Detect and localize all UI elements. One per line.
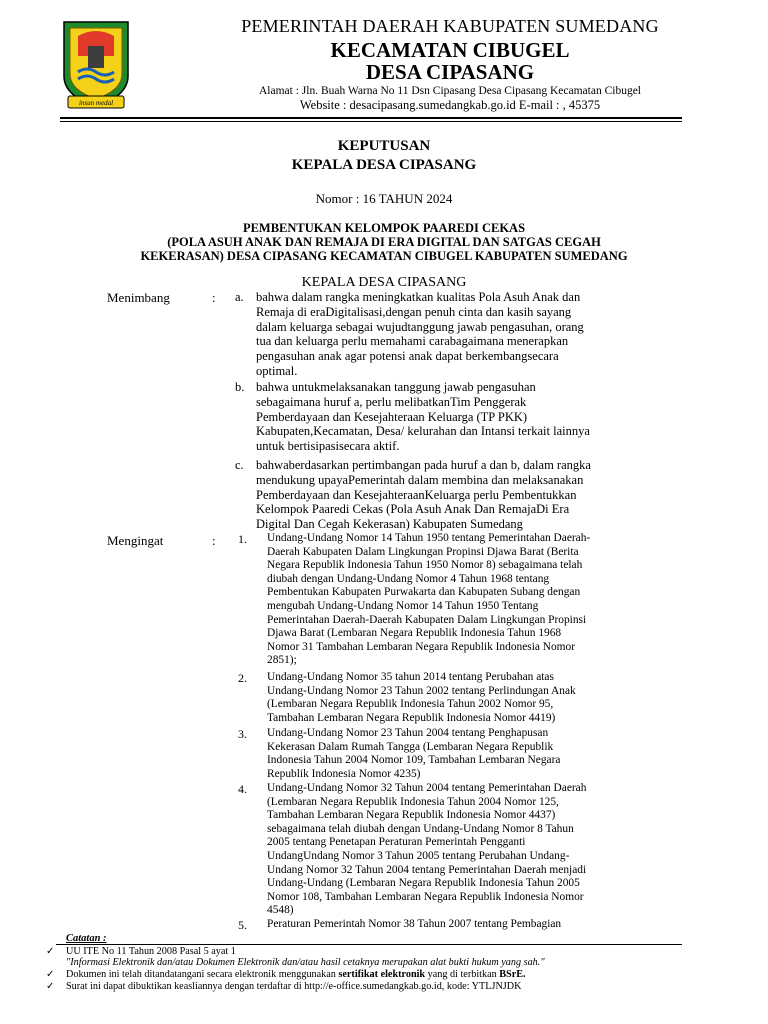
menimbang-item-b: bahwa untukmelaksanakan tanggung jawab pengasuhan sebagaimana huruf a, perlu melibatkanTim Penggerak Pemberdayaan dan Kesejahteraan Keluarga (TP PKK) Kabupaten,Kecamatan, Desa/ kelurahan dan Intansi terkait lainnya untuk bertisipasisecara aktif. (256, 380, 590, 454)
mengingat-item-5: Peraturan Pemerintah Nomor 38 Tahun 2007 tentang Pembagian (267, 918, 562, 930)
mengingat-item-1: Undang-Undang Nomor 14 Tahun 1950 tentang Pemerintahan Daerah- Daerah Kabupaten Dalam Lingkungan Propinsi Djawa Barat (Berita Negara Republik Indonesia Tahun 1950 Nomor 8) sebagaimana telah diubah dengan Undang-Undang Nomor 4 Tahun 1968 tentang Pembentukan Kabupaten Purwakarta dan Kabupaten Subang dengan mengubah Undang-Undang Nomor 14 Tahun 1950 Tentang Pemerintahan Daerah-Daerah Kabupaten Dalam Lingkungan Propinsi Djawa Barat (Lembaran Negara Republik Indonesia Tahun 1968 Nomor 31 Tambahan Lembaran Negara Republik Indonesia Nomor 2851); (267, 532, 591, 667)
header-address: Alamat : Jln. Buah Warna No 11 Dsn Cipasang Desa Cipasang Kecamatan Cibugel (258, 85, 641, 97)
subject-line-2: (POLA ASUH ANAK DAN REMAJA DI ERA DIGITAL DAN SATGAS CEGAH (167, 235, 601, 249)
doc-title: KEPUTUSAN (337, 138, 431, 154)
header-website: Website : desacipasang.sumedangkab.go.id E-mail : , 45375 (299, 98, 601, 112)
menimbang-mark-c: c. (235, 458, 244, 472)
subject-line-1: PEMBENTUKAN KELOMPOK PAAREDI CEKAS (242, 221, 526, 235)
checkmark-icon: ✓ (46, 981, 55, 992)
menimbang-item-c: bahwaberdasarkan pertimbangan pada huruf a dan b, dalam rangka mendukung upayaPemerintah dalam membina dan melaksanakan Pemberdayaan dan KesejahteraanKeluarga perlu Pembentukkan Kelompok Paaredi Cekas (Pola Asuh Anak Dan RemajaDi Era Digital Dan Cegah Kekerasan) Kabupaten Sumedang (256, 458, 591, 532)
mengingat-label: Mengingat (107, 533, 164, 548)
header-desa: DESA CIPASANG (365, 60, 535, 84)
sumedang-crest-logo (60, 16, 132, 114)
header-government: PEMERINTAH DAERAH KABUPATEN SUMEDANG (241, 16, 659, 36)
header-divider-thick (60, 117, 682, 119)
header-kecamatan: KECAMATAN CIBUGEL (330, 38, 570, 62)
menimbang-mark-a: a. (235, 290, 244, 304)
doc-number: Nomor : 16 TAHUN 2024 (315, 191, 453, 206)
mengingat-item-2: Undang-Undang Nomor 35 tahun 2014 tentang Perubahan atas Undang-Undang Nomor 23 Tahun 2002 tentang Perlindungan Anak (Lembaran Negara Republik Indonesia Tahun 2002 Nomor 95, Tambahan Lembaran Negara Republik Indonesia Nomor 4419) (267, 671, 576, 724)
mengingat-num-2: 2. (238, 671, 247, 685)
menimbang-colon: : (212, 290, 216, 305)
doc-title-authority: KEPALA DESA CIPASANG (291, 157, 477, 173)
footer-divider (56, 944, 682, 945)
mengingat-item-3: Undang-Undang Nomor 23 Tahun 2004 tentang Penghapusan Kekerasan Dalam Rumah Tangga (Lembaran Negara Republik Indonesia Tahun 2004 Nomor 109, Tambahan Lembaran Negara Republik Indonesia Nomor 4235) (267, 727, 561, 780)
footer-heading: Catatan : (66, 933, 107, 944)
mengingat-num-4: 4. (238, 782, 247, 796)
mengingat-num-1: 1. (238, 532, 247, 546)
checkmark-icon: ✓ (46, 946, 55, 957)
subject-line-3: KEKERASAN) DESA CIPASANG KECAMATAN CIBUGEL KABUPATEN SUMEDANG (140, 249, 628, 263)
header-divider-thin (60, 121, 682, 122)
mengingat-item-4: Undang-Undang Nomor 32 Tahun 2004 tentang Pemerintahan Daerah (Lembaran Negara Republik Indonesia Tahun 2004 Nomor 125, Tambahan Lembaran Negara Republik Indonesia Nomor 4437) sebagaimana telah diubah dengan Undang-Undang Nomor 8 Tahun 2005 tentang Penetapan Peraturan Pemerintah Pengganti UndangUndang Nomor 3 Tahun 2005 tentang Perubahan Undang- Undang Nomor 32 Tahun 2004 tentang Pemerintahan Daerah menjadi Undang-Undang (Lembaran Negara Republik Indonesia Tahun 2005 Nomor 108, Tambahan Lembaran Negara Republik Indonesia Nomor 4548) (267, 782, 587, 917)
checkmark-icon: ✓ (46, 969, 55, 980)
menimbang-item-a: bahwa dalam rangka meningkatkan kualitas Pola Asuh Anak dan Remaja di eraDigitalisasi,dengan penuh cinta dan kasih sayang dalam keluarga sebagai wujudtanggung jawab pengasuhan, orang tua dan keluarga perlu memahami carabagaimana menerapkan pengasuhan anak agar potensi anak dapat berkembangsecara optimal. (256, 290, 584, 378)
kades-heading: KEPALA DESA CIPASANG (301, 275, 467, 290)
mengingat-num-3: 3. (238, 727, 247, 741)
menimbang-mark-b: b. (235, 380, 245, 394)
mengingat-num-5: 5. (238, 918, 247, 932)
logo-ribbon-text: insun medal (78, 99, 114, 107)
mengingat-colon: : (212, 533, 216, 548)
menimbang-label: Menimbang (107, 290, 170, 305)
